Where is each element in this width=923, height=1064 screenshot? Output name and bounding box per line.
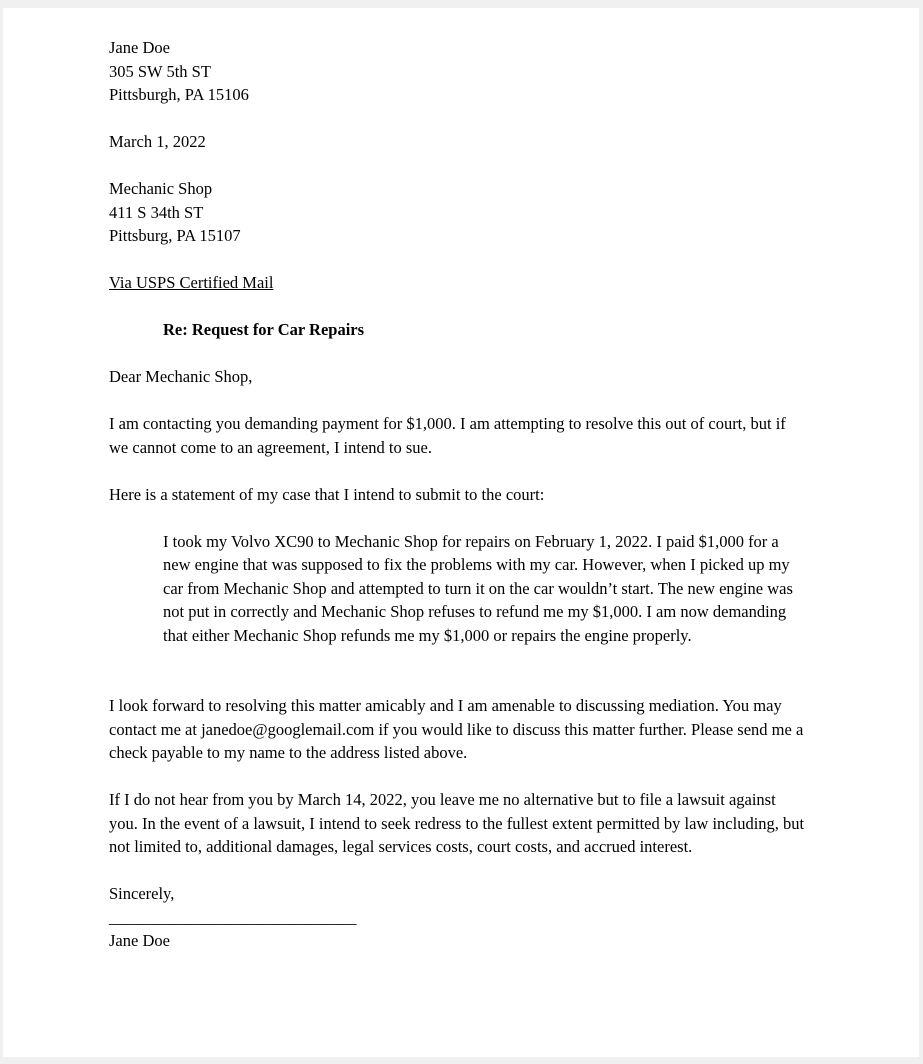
closing: Sincerely, bbox=[109, 884, 175, 903]
delivery-method-line bbox=[109, 271, 808, 295]
letter-page bbox=[3, 8, 919, 1057]
recipient-street: 411 S 34th ST bbox=[109, 202, 204, 222]
subject-line: Re: Request for Car Repairs bbox=[163, 320, 365, 339]
case-statement-paragraph: I took my Volvo XC90 to Mechanic Shop for repairs on February 1, 2022. I paid $1,000 for a new engine that was supposed to fix the problems with my car. However, when I picked up my car from Mechanic Shop and attempted to turn it on the car wouldn’t start. The new engine was not put in correctly and Mechanic Shop refuses to refund me my $1,000. I am now demanding that either Mechanic Shop refunds me my $1,000 or repairs the engine properly. bbox=[163, 531, 793, 645]
salutation: Dear Mechanic Shop, bbox=[109, 367, 253, 386]
letter-date: March 1, 2022 bbox=[109, 132, 206, 151]
signature-block bbox=[109, 882, 808, 953]
signature-name: Jane Doe bbox=[109, 931, 170, 950]
resolution-paragraph: I look forward to resolving this matter amicably and I am amenable to discussing mediation. You may contact me at janedoe@googlemail.com if you would like to discuss this matter further. Please send me a check payable to my name to the address listed above. bbox=[109, 696, 804, 762]
sender-address-block bbox=[109, 36, 808, 107]
letter-content bbox=[3, 8, 808, 953]
sender-name: Jane Doe bbox=[109, 38, 170, 57]
recipient-address-block bbox=[109, 177, 808, 248]
sender-street: 305 SW 5th ST bbox=[109, 61, 211, 81]
demand-paragraph: I am contacting you demanding payment for $1,000. I am attempting to resolve this out of court, but if we cannot come to an agreement, I intend to sue. bbox=[109, 414, 786, 457]
signature-line: ______________________________ bbox=[109, 907, 357, 927]
recipient-city-state-zip: Pittsburg, PA 15107 bbox=[109, 226, 241, 245]
recipient-name: Mechanic Shop bbox=[109, 179, 213, 198]
statement-intro-paragraph: Here is a statement of my case that I intend to submit to the court: bbox=[109, 484, 545, 504]
deadline-paragraph: If I do not hear from you by March 14, 2022, you leave me no alternative but to file a lawsuit against you. In the event of a lawsuit, I intend to seek redress to the fullest extent permitted by law including, but not limited to, additional damages, legal services costs, court costs, and accrued interest. bbox=[109, 790, 805, 856]
sender-city-state-zip: Pittsburgh, PA 15106 bbox=[109, 85, 249, 104]
delivery-method: Via USPS Certified Mail bbox=[109, 273, 274, 292]
